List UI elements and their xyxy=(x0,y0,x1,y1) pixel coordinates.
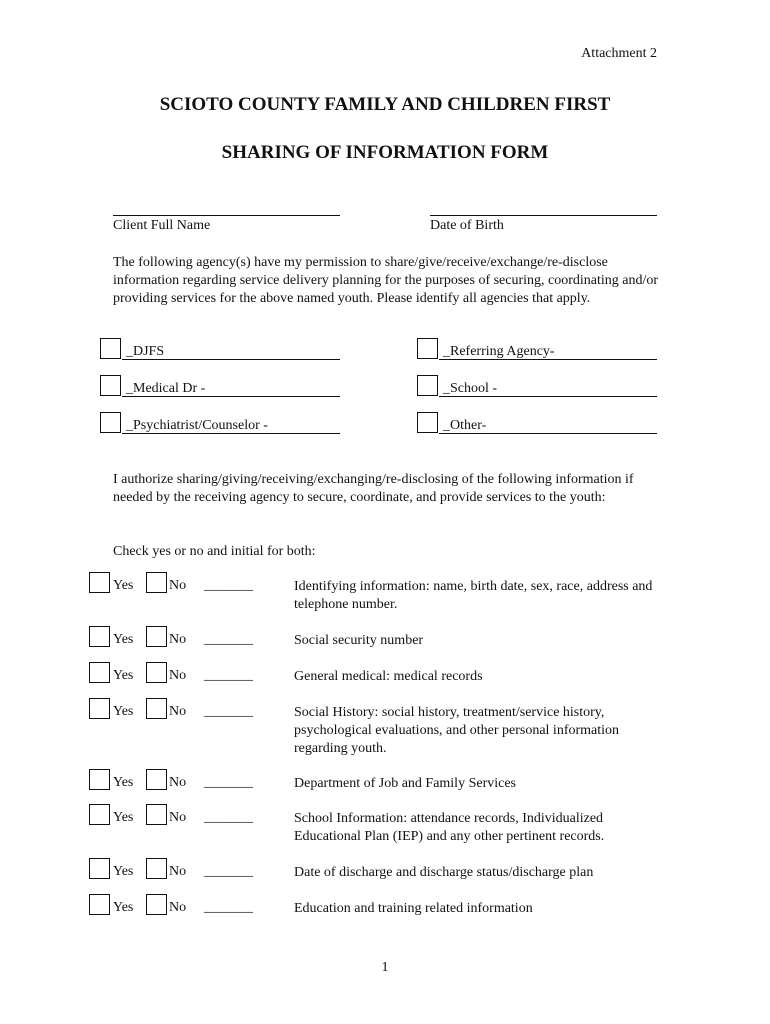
other-agency-field[interactable]: _Other- xyxy=(439,417,657,434)
yes-checkbox[interactable] xyxy=(89,804,110,825)
no-label: No xyxy=(169,668,187,683)
no-label: No xyxy=(169,775,187,790)
no-label: No xyxy=(169,578,187,593)
no-checkbox[interactable] xyxy=(146,698,167,719)
yes-label: Yes xyxy=(113,810,134,825)
date-of-birth-line[interactable] xyxy=(430,215,657,216)
initial-line[interactable]: _______ xyxy=(204,668,253,683)
no-label: No xyxy=(169,864,187,879)
medical-dr-field[interactable]: _Medical Dr - xyxy=(122,380,340,397)
school-checkbox[interactable] xyxy=(417,375,438,396)
item-description: School Information: attendance records, Individualized Educational Plan (IEP) and any other pertinent records. xyxy=(294,811,605,844)
yes-label: Yes xyxy=(113,578,134,593)
yes-checkbox[interactable] xyxy=(89,894,110,915)
yes-checkbox[interactable] xyxy=(89,769,110,790)
attachment-label: Attachment 2 xyxy=(581,46,657,61)
referring-agency-field[interactable]: _Referring Agency- xyxy=(439,343,657,360)
no-checkbox[interactable] xyxy=(146,626,167,647)
form-title: SCIOTO COUNTY FAMILY AND CHILDREN FIRST xyxy=(159,94,611,115)
initial-line[interactable]: _______ xyxy=(204,578,253,593)
other-agency-checkbox[interactable] xyxy=(417,412,438,433)
item-description: Education and training related information xyxy=(294,901,533,916)
no-label: No xyxy=(169,704,187,719)
referring-agency-checkbox[interactable] xyxy=(417,338,438,359)
psychiatrist-counselor-field[interactable]: _Psychiatrist/Counselor - xyxy=(122,417,340,434)
initial-line[interactable]: _______ xyxy=(204,775,253,790)
yes-label: Yes xyxy=(113,704,134,719)
date-of-birth-label: Date of Birth xyxy=(430,218,504,233)
no-label: No xyxy=(169,810,187,825)
djfs-agency-field[interactable]: _DJFS xyxy=(122,343,340,360)
psychiatrist-counselor-checkbox[interactable] xyxy=(100,412,121,433)
yes-label: Yes xyxy=(113,864,134,879)
yes-checkbox[interactable] xyxy=(89,698,110,719)
client-name-line[interactable] xyxy=(113,215,340,216)
medical-dr-checkbox[interactable] xyxy=(100,375,121,396)
initial-line[interactable]: _______ xyxy=(204,704,253,719)
no-label: No xyxy=(169,900,187,915)
school-field[interactable]: _School - xyxy=(439,380,657,397)
no-checkbox[interactable] xyxy=(146,894,167,915)
no-checkbox[interactable] xyxy=(146,662,167,683)
item-description: Department of Job and Family Services xyxy=(294,776,517,791)
initial-line[interactable]: _______ xyxy=(204,632,253,647)
yes-label: Yes xyxy=(113,668,134,683)
item-description: Date of discharge and discharge status/discharge plan xyxy=(294,865,594,880)
page-number: 1 xyxy=(381,960,389,975)
yes-checkbox[interactable] xyxy=(89,858,110,879)
yes-label: Yes xyxy=(113,775,134,790)
check-instruction: Check yes or no and initial for both: xyxy=(113,544,316,559)
client-name-label: Client Full Name xyxy=(113,218,211,233)
item-description: Social History: social history, treatment/service history, psychological evaluations, and other personal information regarding youth. xyxy=(294,705,620,756)
item-description: Identifying information: name, birth date, sex, race, address and telephone number. xyxy=(294,579,653,612)
initial-line[interactable]: _______ xyxy=(204,900,253,915)
djfs-checkbox[interactable] xyxy=(100,338,121,359)
no-label: No xyxy=(169,632,187,647)
form-subtitle: SHARING OF INFORMATION FORM xyxy=(221,142,549,163)
initial-line[interactable]: _______ xyxy=(204,810,253,825)
authorize-paragraph: I authorize sharing/giving/receiving/exchanging/re-disclosing of the following information if needed by the receiving agency to secure, coordinate, and provide services to the youth: xyxy=(113,472,634,505)
yes-checkbox[interactable] xyxy=(89,572,110,593)
item-description: General medical: medical records xyxy=(294,669,483,684)
permission-paragraph: The following agency(s) have my permission to share/give/receive/exchange/re-disclose information regarding service delivery planning for the purposes of securing, coordinating and/or providing services for the above named youth. Please identify all agencies that apply. xyxy=(113,255,659,306)
no-checkbox[interactable] xyxy=(146,572,167,593)
yes-label: Yes xyxy=(113,632,134,647)
no-checkbox[interactable] xyxy=(146,769,167,790)
yes-checkbox[interactable] xyxy=(89,626,110,647)
yes-checkbox[interactable] xyxy=(89,662,110,683)
no-checkbox[interactable] xyxy=(146,858,167,879)
yes-label: Yes xyxy=(113,900,134,915)
initial-line[interactable]: _______ xyxy=(204,864,253,879)
no-checkbox[interactable] xyxy=(146,804,167,825)
item-description: Social security number xyxy=(294,633,424,648)
